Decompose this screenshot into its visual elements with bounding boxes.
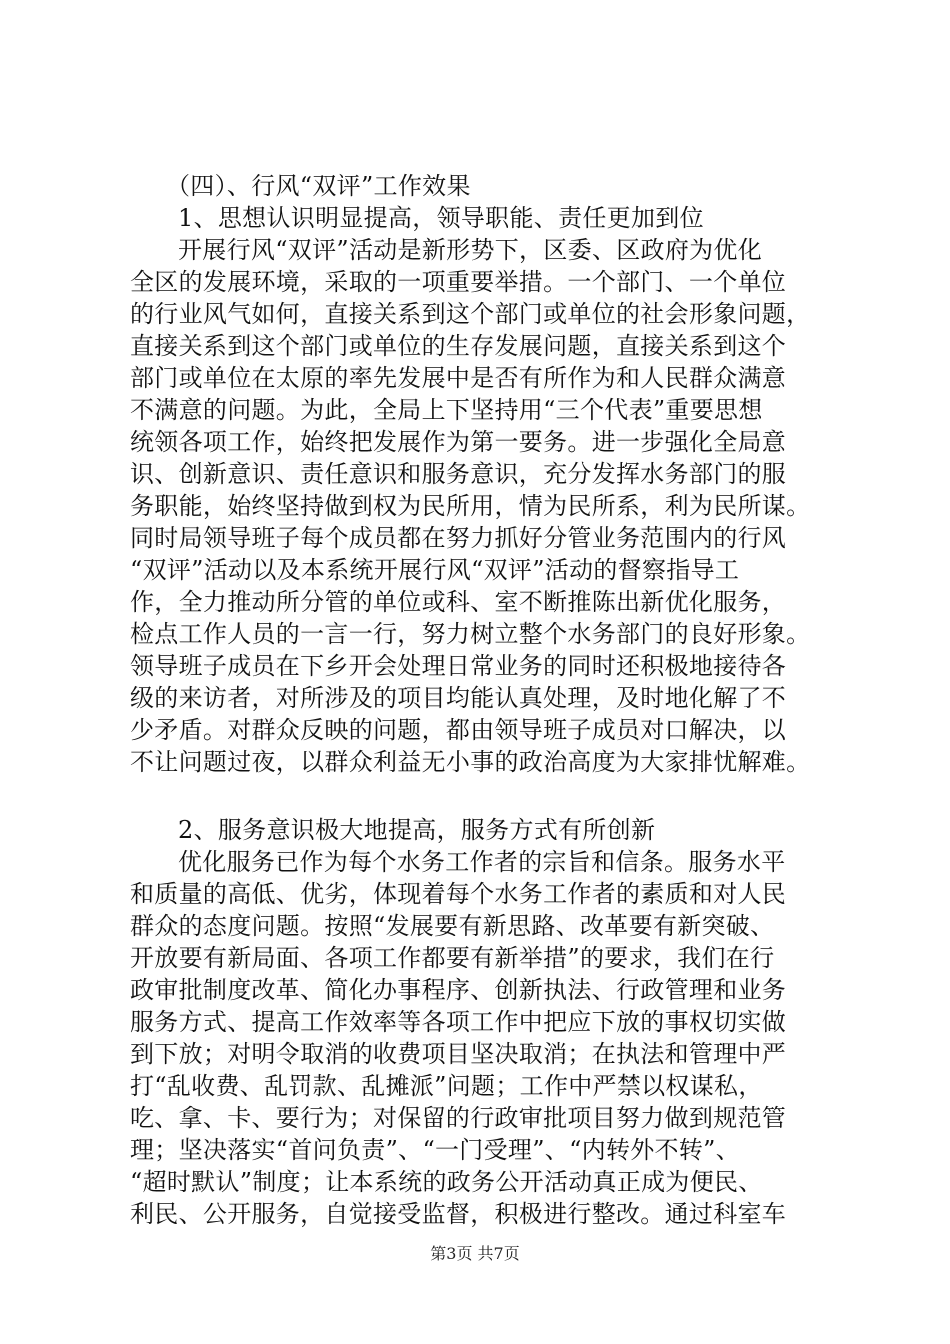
paragraph-2: [130, 846, 835, 1230]
section-heading: （四）、行风“双评”工作效果: [166, 172, 471, 200]
paragraph-line: 不满意的问题。为此，全局上下坚持用“三个代表”重要思想: [130, 396, 763, 424]
paragraph-line: 政审批制度改革、简化办事程序、创新执法、行政管理和业务: [130, 976, 787, 1004]
paragraph-line: 同时局领导班子每个成员都在努力抓好分管业务范围内的行风: [130, 524, 787, 552]
paragraph-line: 服务方式、提高工作效率等各项工作中把应下放的事权切实做: [130, 1008, 787, 1036]
paragraph-line: 的行业风气如何，直接关系到这个部门或单位的社会形象问题，: [130, 300, 811, 328]
paragraph-line: 统领各项工作，始终把发展作为第一要务。进一步强化全局意: [130, 428, 787, 456]
paragraph-line: 和质量的高低、优劣，体现着每个水务工作者的素质和对人民: [130, 880, 787, 908]
page-number-label: 第3页 共7页: [430, 1244, 520, 1263]
paragraph-line: 少矛盾。对群众反映的问题，都由领导班子成员对口解决，以: [130, 716, 787, 744]
paragraph-line: 务职能，始终坚持做到权为民所用，情为民所系，利为民所谋。: [130, 492, 811, 520]
paragraph-line: 群众的态度问题。按照“发展要有新思路、改革要有新突破、: [130, 912, 775, 940]
paragraph-line: 开放要有新局面、各项工作都要有新举措”的要求，我们在行: [130, 944, 775, 972]
paragraph-line: 到下放；对明令取消的收费项目坚决取消；在执法和管理中严: [130, 1040, 787, 1068]
subheading-2: 2、服务意识极大地提高，服务方式有所创新: [178, 816, 656, 844]
subheading-1: 1、思想认识明显提高，领导职能、责任更加到位: [178, 204, 704, 232]
paragraph-line: 不让问题过夜，以群众利益无小事的政治高度为大家排忧解难。: [130, 748, 811, 776]
paragraph-line: 吃、拿、卡、要行为；对保留的行政审批项目努力做到规范管: [130, 1104, 787, 1132]
page-footer: [0, 1244, 950, 1264]
paragraph-line: 直接关系到这个部门或单位的生存发展问题，直接关系到这个: [130, 332, 787, 360]
paragraph-line: “超时默认”制度；让本系统的政务公开活动真正成为便民、: [130, 1168, 763, 1196]
paragraph-1: [130, 234, 835, 778]
paragraph-line: 全区的发展环境，采取的一项重要举措。一个部门、一个单位: [130, 268, 787, 296]
paragraph-line: 检点工作人员的一言一行，努力树立整个水务部门的良好形象。: [130, 620, 811, 648]
paragraph-line: 领导班子成员在下乡开会处理日常业务的同时还积极地接待各: [130, 652, 787, 680]
paragraph-line: 理；坚决落实“首问负责”、“一门受理”、“内转外不转”、: [130, 1136, 741, 1164]
paragraph-line: 打“乱收费、乱罚款、乱摊派”问题；工作中严禁以权谋私，: [130, 1072, 763, 1100]
paragraph-line: 作，全力推动所分管的单位或科、室不断推陈出新优化服务，: [130, 588, 787, 616]
paragraph-line: 级的来访者，对所涉及的项目均能认真处理，及时地化解了不: [130, 684, 787, 712]
paragraph-gap: [130, 778, 835, 814]
paragraph-line: “双评”活动以及本系统开展行风“双评”活动的督察指导工: [130, 556, 740, 584]
paragraph-line: 开展行风“双评”活动是新形势下，区委、区政府为优化: [178, 236, 763, 264]
document-body: [130, 170, 835, 1230]
paragraph-line: 识、创新意识、责任意识和服务意识，充分发挥水务部门的服: [130, 460, 787, 488]
paragraph-line: 部门或单位在太原的率先发展中是否有所作为和人民群众满意: [130, 364, 787, 392]
paragraph-line: 优化服务已作为每个水务工作者的宗旨和信条。服务水平: [178, 848, 786, 876]
paragraph-line: 利民、公开服务，自觉接受监督，积极进行整改。通过科室车: [130, 1200, 787, 1228]
